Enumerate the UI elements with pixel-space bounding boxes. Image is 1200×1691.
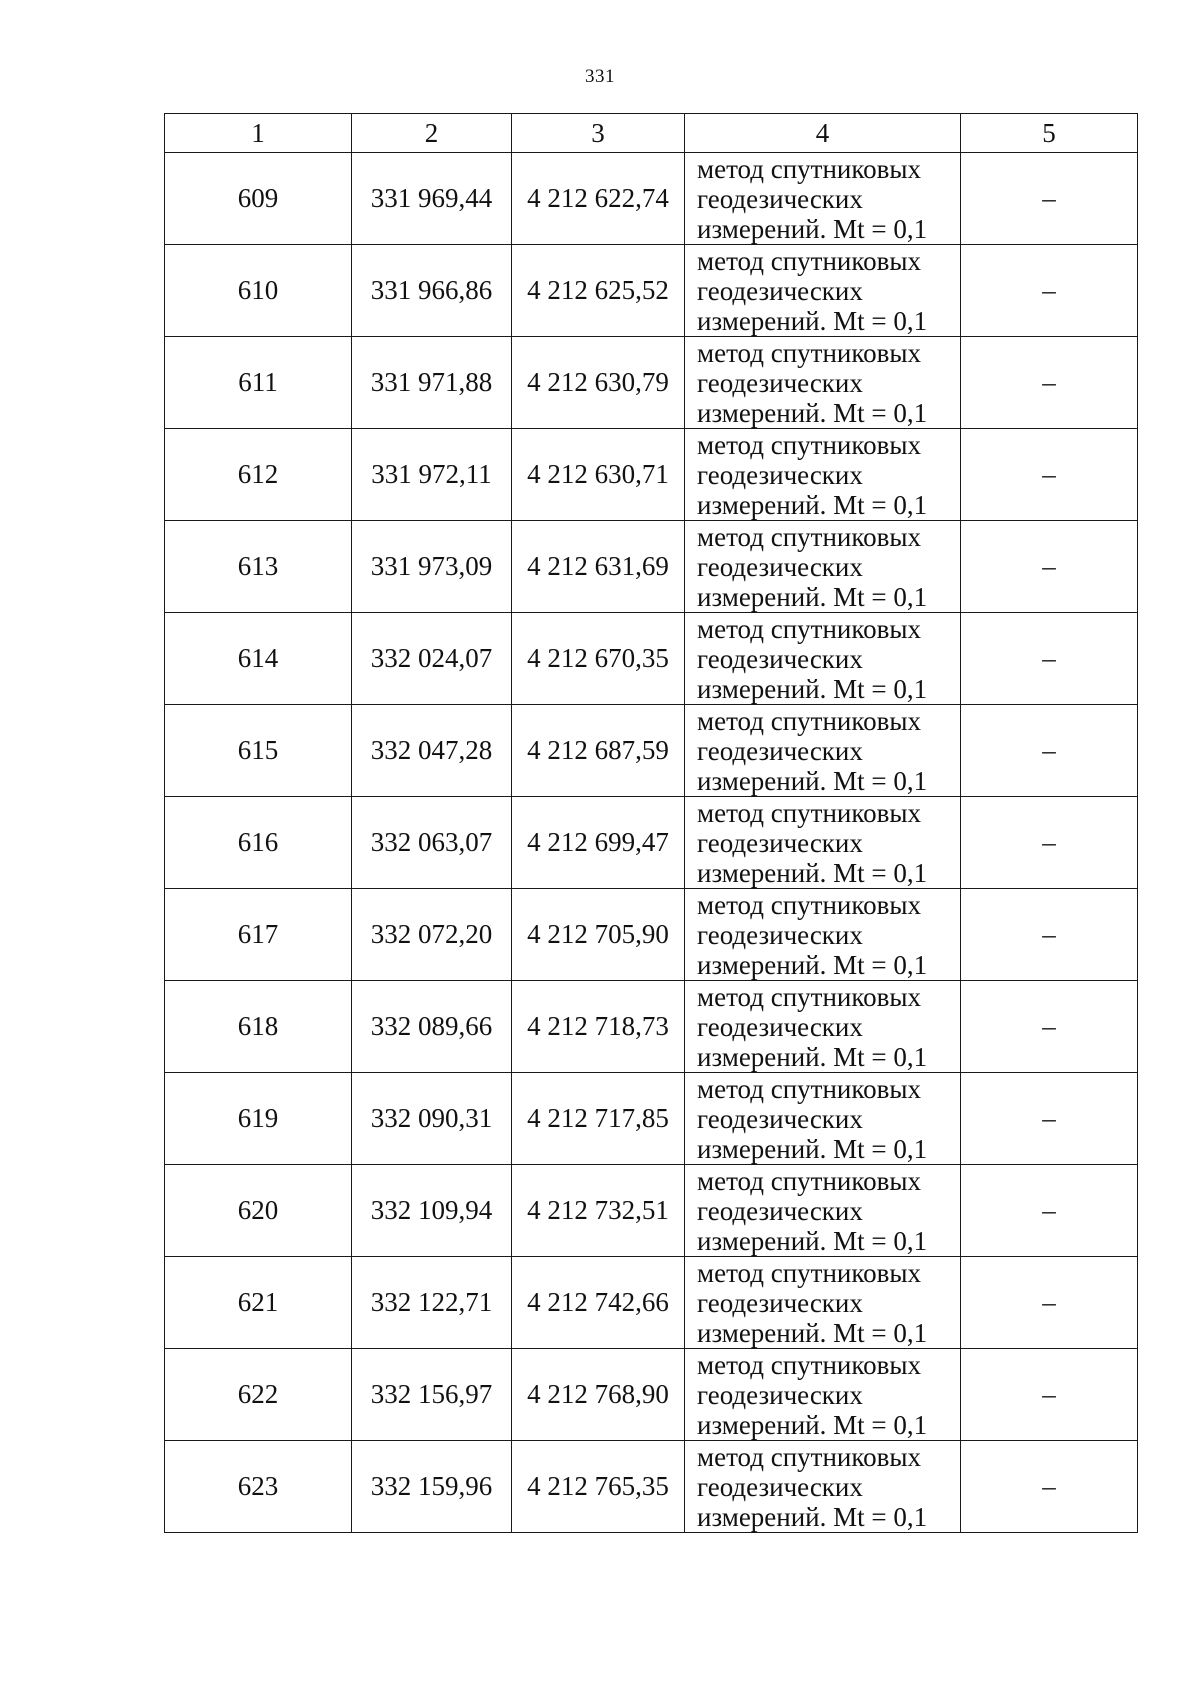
table-row [165, 1073, 1138, 1165]
point-number-cell: 616 [165, 797, 352, 889]
description-cell: – [961, 981, 1138, 1073]
point-number-cell: 613 [165, 521, 352, 613]
method-line: геодезических [697, 1287, 863, 1318]
x-coordinate-cell: 331 971,88 [352, 337, 512, 429]
table-row [165, 1257, 1138, 1349]
method-line: метод спутниковых [697, 797, 921, 828]
x-coordinate-cell: 331 969,44 [352, 153, 512, 245]
table-row [165, 889, 1138, 981]
x-coordinate-cell: 332 063,07 [352, 797, 512, 889]
method-line: метод спутниковых [697, 981, 921, 1012]
method-line: метод спутниковых [697, 889, 921, 920]
point-number-cell: 617 [165, 889, 352, 981]
point-number-cell: 620 [165, 1165, 352, 1257]
point-number-cell: 609 [165, 153, 352, 245]
method-line: геодезических [697, 643, 863, 674]
x-coordinate-cell: 331 972,11 [352, 429, 512, 521]
method-cell [685, 337, 961, 429]
y-coordinate-cell: 4 212 630,79 [512, 337, 685, 429]
point-number-cell: 610 [165, 245, 352, 337]
method-cell [685, 889, 961, 981]
y-coordinate-cell: 4 212 717,85 [512, 1073, 685, 1165]
table-row [165, 153, 1138, 245]
table-row [165, 245, 1138, 337]
method-line: метод спутниковых [697, 705, 921, 736]
method-line: измерений. Mt = 0,1 [697, 581, 928, 612]
table-row [165, 705, 1138, 797]
coordinates-table-container [164, 113, 1137, 1533]
description-cell: – [961, 1349, 1138, 1441]
method-line: метод спутниковых [697, 521, 921, 552]
method-line: метод спутниковых [697, 1073, 921, 1104]
point-number-cell: 619 [165, 1073, 352, 1165]
point-number-cell: 621 [165, 1257, 352, 1349]
method-cell [685, 1441, 961, 1533]
method-cell [685, 1257, 961, 1349]
table-row [165, 429, 1138, 521]
y-coordinate-cell: 4 212 631,69 [512, 521, 685, 613]
method-line: геодезических [697, 459, 863, 490]
x-coordinate-cell: 332 109,94 [352, 1165, 512, 1257]
point-number-cell: 618 [165, 981, 352, 1073]
description-cell: – [961, 1073, 1138, 1165]
method-line: измерений. Mt = 0,1 [697, 489, 928, 520]
description-cell: – [961, 705, 1138, 797]
method-line: геодезических [697, 1011, 863, 1042]
method-line: геодезических [697, 367, 863, 398]
y-coordinate-cell: 4 212 768,90 [512, 1349, 685, 1441]
description-cell: – [961, 1257, 1138, 1349]
point-number-cell: 612 [165, 429, 352, 521]
method-line: измерений. Mt = 0,1 [697, 765, 928, 796]
x-coordinate-cell: 332 024,07 [352, 613, 512, 705]
description-cell: – [961, 1441, 1138, 1533]
y-coordinate-cell: 4 212 670,35 [512, 613, 685, 705]
method-line: измерений. Mt = 0,1 [697, 1409, 928, 1440]
header-col-1: 1 [165, 114, 352, 153]
method-line: геодезических [697, 735, 863, 766]
page-number: 331 [585, 66, 615, 87]
method-line: метод спутниковых [697, 429, 921, 460]
method-line: измерений. Mt = 0,1 [697, 1501, 928, 1532]
table-header [165, 114, 1138, 153]
method-line: измерений. Mt = 0,1 [697, 1041, 928, 1072]
y-coordinate-cell: 4 212 718,73 [512, 981, 685, 1073]
method-line: измерений. Mt = 0,1 [697, 397, 928, 428]
y-coordinate-cell: 4 212 622,74 [512, 153, 685, 245]
method-line: геодезических [697, 1103, 863, 1134]
method-line: геодезических [697, 183, 863, 214]
x-coordinate-cell: 331 973,09 [352, 521, 512, 613]
table-row [165, 337, 1138, 429]
point-number-cell: 622 [165, 1349, 352, 1441]
method-line: измерений. Mt = 0,1 [697, 1225, 928, 1256]
table-row [165, 1349, 1138, 1441]
method-cell [685, 245, 961, 337]
method-line: измерений. Mt = 0,1 [697, 857, 928, 888]
method-cell [685, 981, 961, 1073]
method-cell [685, 429, 961, 521]
method-line: геодезических [697, 1379, 863, 1410]
method-line: измерений. Mt = 0,1 [697, 1317, 928, 1348]
method-line: измерений. Mt = 0,1 [697, 213, 928, 244]
method-line: метод спутниковых [697, 245, 921, 276]
method-line: геодезических [697, 551, 863, 582]
table-row [165, 521, 1138, 613]
x-coordinate-cell: 332 089,66 [352, 981, 512, 1073]
x-coordinate-cell: 332 159,96 [352, 1441, 512, 1533]
y-coordinate-cell: 4 212 687,59 [512, 705, 685, 797]
method-line: измерений. Mt = 0,1 [697, 1133, 928, 1164]
header-col-5: 5 [961, 114, 1138, 153]
method-line: метод спутниковых [697, 1257, 921, 1288]
description-cell: – [961, 889, 1138, 981]
table-row [165, 613, 1138, 705]
table-row [165, 1441, 1138, 1533]
table-row [165, 1165, 1138, 1257]
header-col-3: 3 [512, 114, 685, 153]
point-number-cell: 611 [165, 337, 352, 429]
y-coordinate-cell: 4 212 765,35 [512, 1441, 685, 1533]
method-cell [685, 153, 961, 245]
method-cell [685, 1349, 961, 1441]
point-number-cell: 615 [165, 705, 352, 797]
method-line: метод спутниковых [697, 153, 921, 184]
y-coordinate-cell: 4 212 625,52 [512, 245, 685, 337]
header-col-4: 4 [685, 114, 961, 153]
description-cell: – [961, 337, 1138, 429]
description-cell: – [961, 245, 1138, 337]
y-coordinate-cell: 4 212 630,71 [512, 429, 685, 521]
x-coordinate-cell: 332 156,97 [352, 1349, 512, 1441]
description-cell: – [961, 613, 1138, 705]
description-cell: – [961, 429, 1138, 521]
x-coordinate-cell: 332 090,31 [352, 1073, 512, 1165]
method-line: метод спутниковых [697, 1349, 921, 1380]
method-cell [685, 797, 961, 889]
method-line: метод спутниковых [697, 337, 921, 368]
method-line: геодезических [697, 1471, 863, 1502]
coordinates-table [164, 113, 1138, 1533]
header-row [165, 114, 1138, 153]
point-number-cell: 614 [165, 613, 352, 705]
method-cell [685, 521, 961, 613]
header-col-2: 2 [352, 114, 512, 153]
method-cell [685, 705, 961, 797]
method-line: метод спутниковых [697, 613, 921, 644]
method-line: измерений. Mt = 0,1 [697, 673, 928, 704]
y-coordinate-cell: 4 212 742,66 [512, 1257, 685, 1349]
y-coordinate-cell: 4 212 705,90 [512, 889, 685, 981]
method-line: геодезических [697, 1195, 863, 1226]
method-line: геодезических [697, 919, 863, 950]
x-coordinate-cell: 331 966,86 [352, 245, 512, 337]
method-line: измерений. Mt = 0,1 [697, 949, 928, 980]
description-cell: – [961, 1165, 1138, 1257]
x-coordinate-cell: 332 047,28 [352, 705, 512, 797]
y-coordinate-cell: 4 212 732,51 [512, 1165, 685, 1257]
x-coordinate-cell: 332 072,20 [352, 889, 512, 981]
method-line: метод спутниковых [697, 1441, 921, 1472]
method-line: геодезических [697, 275, 863, 306]
method-cell [685, 613, 961, 705]
method-cell [685, 1073, 961, 1165]
method-line: геодезических [697, 827, 863, 858]
point-number-cell: 623 [165, 1441, 352, 1533]
x-coordinate-cell: 332 122,71 [352, 1257, 512, 1349]
method-line: метод спутниковых [697, 1165, 921, 1196]
method-cell [685, 1165, 961, 1257]
description-cell: – [961, 797, 1138, 889]
description-cell: – [961, 521, 1138, 613]
method-line: измерений. Mt = 0,1 [697, 305, 928, 336]
table-row [165, 797, 1138, 889]
table-body [165, 153, 1138, 1533]
table-row [165, 981, 1138, 1073]
description-cell: – [961, 153, 1138, 245]
y-coordinate-cell: 4 212 699,47 [512, 797, 685, 889]
